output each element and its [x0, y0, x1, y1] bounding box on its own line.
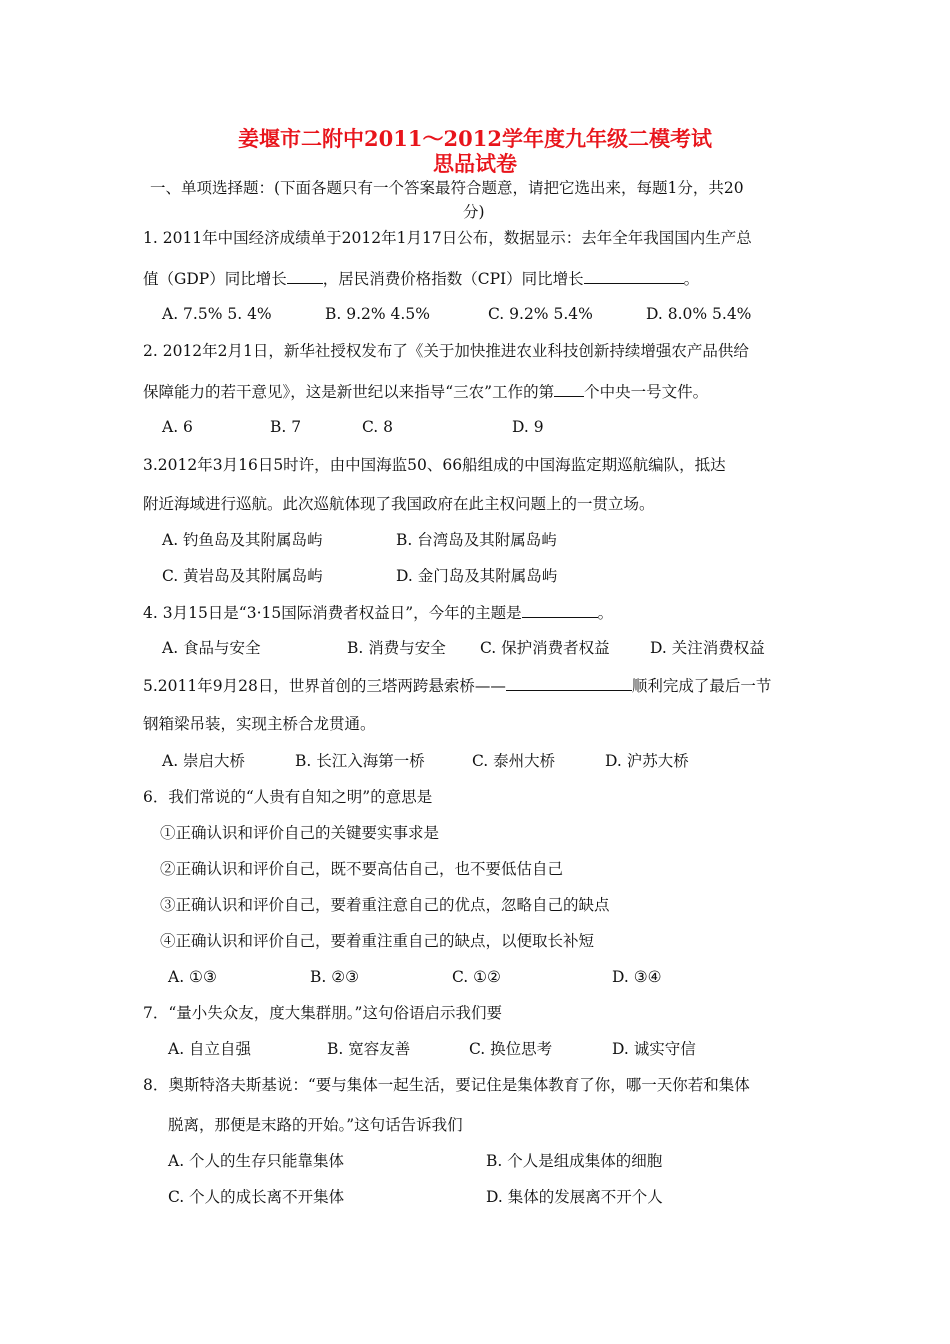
q1-option-d: D. 8.0% 5.4% — [646, 305, 752, 323]
q2-option-c: C. 8 — [362, 418, 394, 436]
q6-statement-1: ①正确认识和评价自己的关键要实事求是 — [160, 824, 440, 842]
q2-text-b: 个中央一号文件。 — [584, 383, 709, 401]
q4-option-c: C. 保护消费者权益 — [480, 639, 610, 657]
q7-option-b: B. 宽容友善 — [327, 1040, 411, 1058]
q2-option-a: A. 6 — [162, 418, 193, 436]
q6-option-c: C. ①② — [452, 968, 501, 986]
q6-option-d: D. ③④ — [612, 968, 662, 986]
question-8-stem-cont: 脱离，那便是末路的开始。”这句话告诉我们 — [168, 1116, 463, 1134]
q1-text-b: ，居民消费价格指数（CPI）同比增长 — [322, 270, 584, 288]
q2-text-a: 保障能力的若干意见》，这是新世纪以来指导“三农”工作的第 — [143, 383, 555, 401]
q1-blank-1 — [287, 268, 323, 284]
q7-option-a: A. 自立自强 — [168, 1040, 252, 1058]
q5-text-a: 5.2011年9月28日，世界首创的三塔两跨悬索桥—— — [143, 677, 506, 695]
question-6-stem: 6．我们常说的“人贵有自知之明”的意思是 — [143, 788, 433, 806]
question-2-stem: 2. 2012年2月1日，新华社授权发布了《关于加快推进农业科技创新持续增强农产品供给 — [143, 342, 749, 360]
q6-statement-3: ③正确认识和评价自己，要着重注意自己的优点，忽略自己的缺点 — [160, 896, 610, 914]
q4-blank — [522, 602, 598, 618]
question-1-stem: 1. 2011年中国经济成绩单于2012年1月17日公布，数据显示：去年全年我国国内生产总 — [143, 229, 752, 247]
q6-option-a: A. ①③ — [168, 968, 217, 986]
exam-subtitle: 思品试卷 — [433, 151, 517, 176]
q4-text-a: 4. 3月15日是“3·15国际消费者权益日”，今年的主题是 — [143, 604, 522, 622]
section-heading-cont: 分) — [463, 203, 485, 221]
q5-blank — [506, 675, 632, 691]
q3-option-c: C. 黄岩岛及其附属岛屿 — [162, 567, 323, 585]
q5-text-b: 顺利完成了最后一节 — [631, 677, 772, 695]
q5-option-b: B. 长江入海第一桥 — [295, 752, 425, 770]
q2-option-d: D. 9 — [512, 418, 544, 436]
question-3-stem-cont: 附近海域进行巡航。此次巡航体现了我国政府在此主权问题上的一贯立场。 — [143, 495, 655, 513]
q4-option-a: A. 食品与安全 — [162, 639, 261, 657]
q2-blank — [554, 381, 584, 397]
question-8-stem: 8．奥斯特洛夫斯基说：“要与集体一起生活，要记住是集体教育了你，哪一天你若和集体 — [143, 1076, 750, 1094]
q1-option-a: A. 7.5% 5. 4% — [162, 305, 272, 323]
q4-text-b: 。 — [597, 604, 614, 622]
question-2-stem-cont — [143, 381, 708, 402]
q1-blank-2 — [584, 268, 684, 284]
q5-option-d: D. 沪苏大桥 — [605, 752, 689, 770]
question-5-stem — [143, 675, 771, 696]
q1-text-c: 。 — [683, 270, 700, 288]
q6-option-b: B. ②③ — [310, 968, 360, 986]
q4-option-b: B. 消费与安全 — [347, 639, 446, 657]
exam-title: 姜堰市二附中2011～2012学年度九年级二模考试 — [238, 126, 712, 151]
question-3-stem: 3.2012年3月16日5时许，由中国海监50、66船组成的中国海监定期巡航编队，抵达 — [143, 456, 726, 474]
q6-statement-2: ②正确认识和评价自己，既不要高估自己，也不要低估自己 — [160, 860, 564, 878]
q5-option-c: C. 泰州大桥 — [472, 752, 556, 770]
section-heading: 一、单项选择题：(下面各题只有一个答案最符合题意，请把它选出来，每题1分，共20 — [150, 179, 744, 197]
question-1-stem-cont — [143, 268, 699, 289]
question-4-stem — [143, 602, 613, 623]
q7-option-d: D. 诚实守信 — [612, 1040, 696, 1058]
q3-option-d: D. 金门岛及其附属岛屿 — [396, 567, 558, 585]
q2-option-b: B. 7 — [270, 418, 302, 436]
q1-text-a: 值（GDP）同比增长 — [143, 270, 287, 288]
q6-statement-4: ④正确认识和评价自己，要着重注重自己的缺点，以便取长补短 — [160, 932, 595, 950]
q8-option-b: B. 个人是组成集体的细胞 — [486, 1152, 663, 1170]
q8-option-d: D. 集体的发展离不开个人 — [486, 1188, 663, 1206]
question-7-stem: 7．“量小失众友，度大集群朋。”这句俗语启示我们要 — [143, 1004, 502, 1022]
q1-option-b: B. 9.2% 4.5% — [325, 305, 430, 323]
q3-option-b: B. 台湾岛及其附属岛屿 — [396, 531, 557, 549]
question-5-stem-cont: 钢箱梁吊装，实现主桥合龙贯通。 — [143, 715, 376, 733]
q7-option-c: C. 换位思考 — [469, 1040, 553, 1058]
q5-option-a: A. 崇启大桥 — [162, 752, 246, 770]
q4-option-d: D. 关注消费权益 — [650, 639, 765, 657]
q3-option-a: A. 钓鱼岛及其附属岛屿 — [162, 531, 323, 549]
q1-option-c: C. 9.2% 5.4% — [488, 305, 593, 323]
q8-option-c: C. 个人的成长离不开集体 — [168, 1188, 345, 1206]
q8-option-a: A. 个人的生存只能靠集体 — [168, 1152, 345, 1170]
